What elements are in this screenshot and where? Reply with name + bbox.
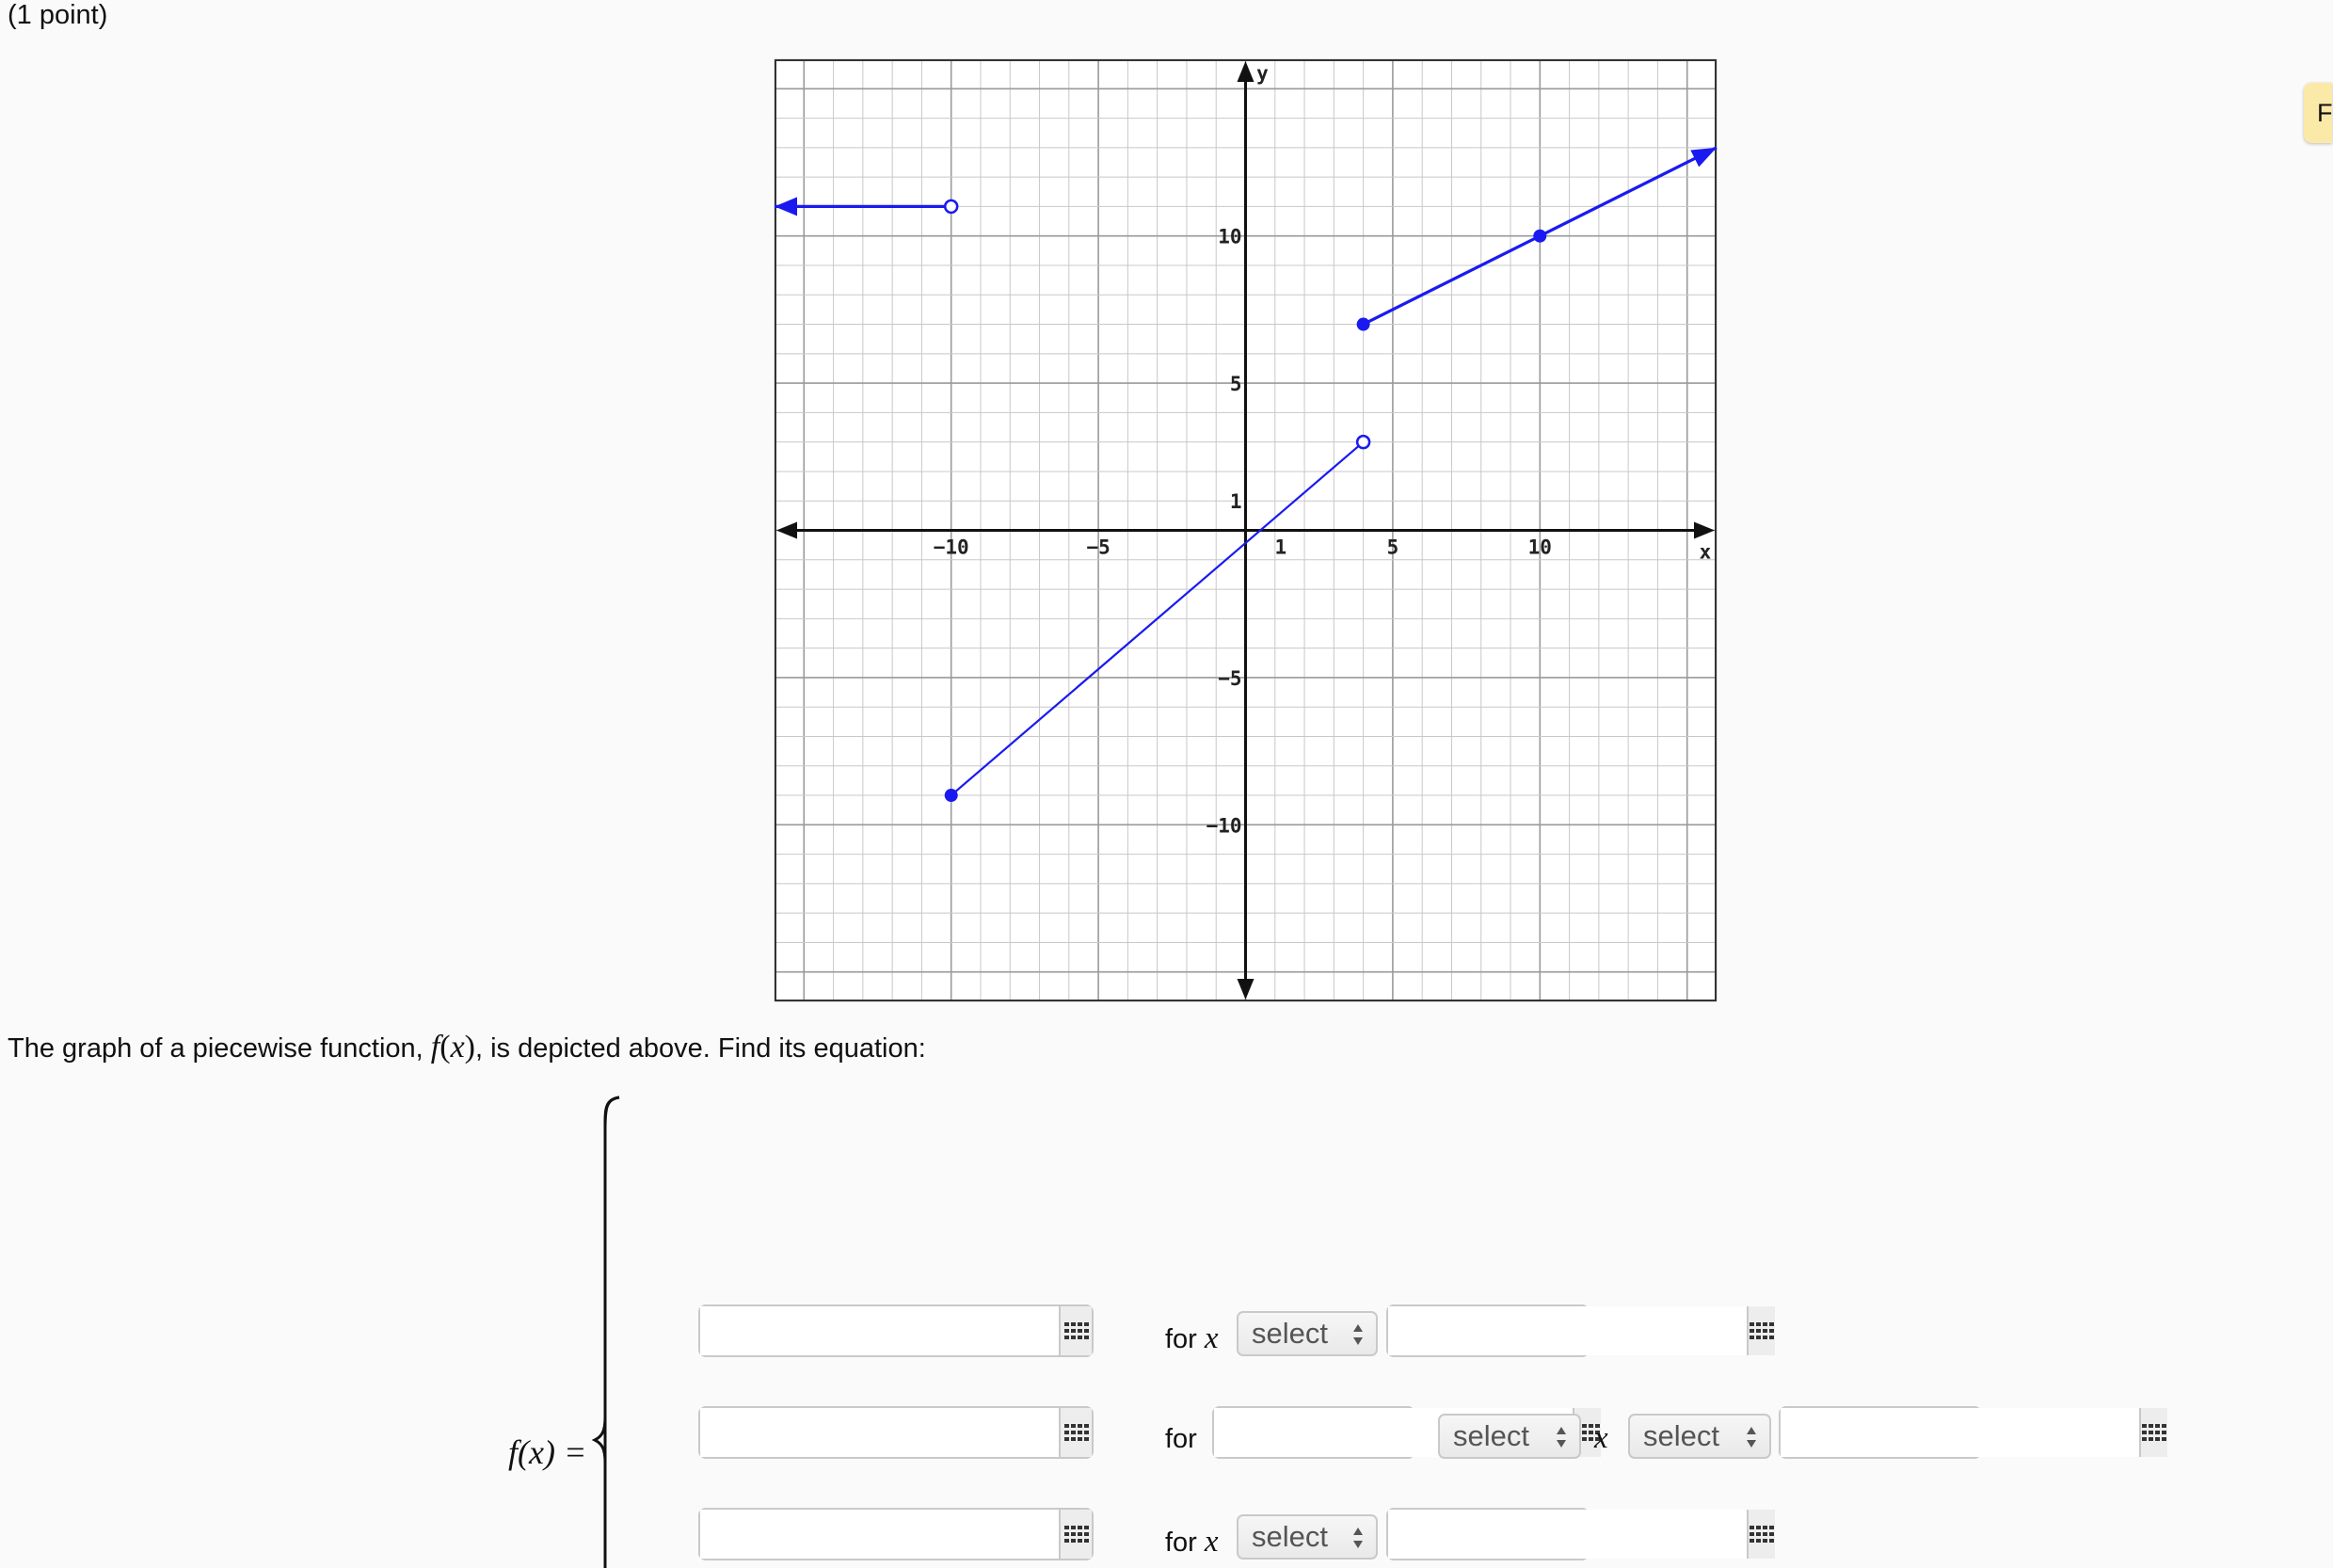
row3-for-label: for [1165,1528,1197,1558]
row1-expression-field[interactable] [698,1304,1094,1357]
row3-operator-select-label: select [1252,1520,1328,1553]
select-arrows-icon [1745,1424,1758,1450]
x-tick-label: 1 [1274,536,1287,559]
question-open-paren: ( [439,1030,451,1064]
row1-var: x [1204,1321,1219,1355]
row2-for-label: for [1165,1424,1197,1454]
open-point [945,200,957,213]
row1-operator-select-label: select [1252,1317,1328,1350]
y-tick-label: −5 [1218,666,1242,690]
x-tick-label: −10 [933,536,969,559]
question-before: The graph of a piecewise function, [8,1033,431,1064]
row2-expression-input[interactable] [700,1408,1059,1457]
row2-upper-bound-keyboard-button[interactable] [2139,1408,2167,1457]
x-axis-left-arrow [776,522,797,539]
row3-for-text [1165,1525,1219,1560]
row1-operator-select[interactable] [1237,1311,1378,1356]
keypad-icon [2141,1422,2167,1443]
side-tab[interactable] [2304,83,2332,143]
row2-expression-field[interactable] [698,1406,1094,1459]
row3-expression-field[interactable] [698,1508,1094,1560]
keypad-icon [1749,1320,1775,1341]
row2-upper-operator-select-label: select [1643,1419,1719,1452]
keypad-icon [1063,1320,1090,1341]
closed-point [945,789,958,802]
row1-bound-keyboard-button[interactable] [1747,1306,1775,1355]
row1-bound-field[interactable] [1386,1304,1590,1357]
y-axis-bottom-arrow [1238,979,1254,1000]
equation-lhs-text: f(x) = [508,1433,587,1471]
row2-lower-operator-select[interactable] [1438,1414,1581,1459]
points-label: (1 point) [8,0,108,30]
keypad-icon [1749,1524,1775,1544]
row2-upper-bound-input[interactable] [1781,1408,2139,1457]
right-arrowhead [1690,148,1717,168]
question-after: , is depicted above. Find its equation: [474,1033,926,1064]
keypad-icon [1063,1524,1090,1544]
row2-expression-keyboard-button[interactable] [1059,1408,1092,1457]
closed-point [1533,230,1546,243]
row3-var: x [1204,1525,1219,1559]
x-tick-label: 10 [1527,536,1552,559]
row3-expression-input[interactable] [700,1510,1059,1559]
left-brace [593,1092,631,1568]
row2-for-text [1165,1424,1197,1455]
question-var: x [450,1030,465,1064]
question-text [8,1030,926,1065]
row1-bound-input[interactable] [1388,1306,1747,1355]
y-tick-label: −10 [1206,814,1242,838]
row2-lower-operator-select-label: select [1453,1419,1529,1452]
question-close-paren: ) [464,1030,475,1064]
x-tick-label: 5 [1386,536,1399,559]
row1-expression-keyboard-button[interactable] [1059,1306,1092,1355]
side-tab-label: F [2317,99,2333,127]
y-tick-label: 1 [1229,490,1242,514]
row3-expression-keyboard-button[interactable] [1059,1510,1092,1559]
row2-var: x [1594,1421,1608,1455]
row3-bound-field[interactable] [1386,1508,1590,1560]
row1-expression-input[interactable] [700,1306,1059,1355]
select-arrows-icon [1351,1525,1365,1551]
row1-for-label: for [1165,1324,1197,1354]
y-axis-top-arrow [1238,61,1254,82]
y-tick-label: 10 [1218,225,1242,248]
row3-bound-input[interactable] [1388,1510,1747,1559]
select-arrows-icon [1351,1321,1365,1348]
function-graph [775,59,1717,1001]
y-tick-label: 5 [1229,373,1242,396]
left-arrowhead [775,197,797,216]
row2-upper-bound-field[interactable] [1779,1406,1982,1459]
row3-operator-select[interactable] [1237,1514,1378,1560]
row1-for-text [1165,1321,1219,1356]
closed-point [1357,318,1370,331]
select-arrows-icon [1555,1424,1568,1450]
row3-bound-keyboard-button[interactable] [1747,1510,1775,1559]
x-axis-right-arrow [1694,522,1715,539]
row2-lower-bound-field[interactable] [1212,1406,1415,1459]
open-point [1357,436,1369,448]
keypad-icon [1063,1422,1090,1443]
x-axis-label: x [1699,540,1712,564]
question-func: f [430,1030,440,1064]
y-axis-label: y [1256,62,1269,85]
row2-upper-operator-select[interactable] [1628,1414,1771,1459]
x-tick-label: −5 [1086,536,1111,559]
equation-lhs [508,1432,586,1472]
